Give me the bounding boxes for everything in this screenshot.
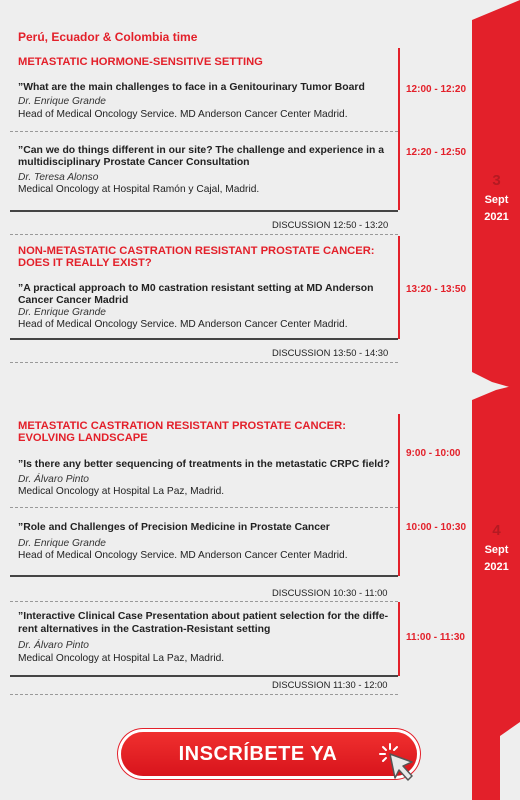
discussion-slot: DISCUSSION 11:30 - 12:00 xyxy=(272,679,388,690)
talk-title-line2: rent alternatives in the Castration-Resistant setting xyxy=(18,624,271,635)
talk-affiliation: Medical Oncology at Hospital La Paz, Madrid. xyxy=(18,486,225,497)
separator xyxy=(10,601,398,602)
day2-ribbon xyxy=(472,384,520,800)
day1-date-year: 2021 xyxy=(484,211,509,223)
separator xyxy=(10,362,398,363)
time-divider xyxy=(398,236,400,339)
talk-time: 12:00 - 12:20 xyxy=(406,84,467,95)
talk-title-line2: multidisciplinary Prostate Cancer Consultation xyxy=(18,157,250,168)
section-title-mcrpc-line2: EVOLVING LANDSCAPE xyxy=(18,432,148,444)
talk-title: ”What are the main challenges to face in a Genitourinary Tumor Board xyxy=(18,82,365,93)
talk-affiliation: Head of Medical Oncology Service. MD Anderson Cancer Center Madrid. xyxy=(18,109,348,120)
time-divider xyxy=(398,602,400,676)
register-button-label: INSCRÍBETE YA xyxy=(178,743,338,765)
talk-time: 9:00 - 10:00 xyxy=(406,448,461,459)
day1-date-number: 3 xyxy=(492,172,501,189)
separator xyxy=(10,131,398,132)
discussion-slot: DISCUSSION 12:50 - 13:20 xyxy=(272,219,389,230)
talk-time: 13:20 - 13:50 xyxy=(406,284,467,295)
day2-date-month: Sept xyxy=(484,544,509,556)
talk-title: ”Role and Challenges of Precision Medicine in Prostate Cancer xyxy=(18,522,330,533)
time-divider xyxy=(398,414,400,576)
section-end-line xyxy=(10,210,398,212)
day2-date-year: 2021 xyxy=(484,561,509,573)
talk-affiliation: Medical Oncology at Hospital La Paz, Madrid. xyxy=(18,653,225,664)
section-title-mcrpc: METASTATIC CASTRATION RESISTANT PROSTATE CANCER: xyxy=(18,420,346,432)
day1-date-month: Sept xyxy=(484,194,509,206)
section-end-line xyxy=(10,575,398,577)
talk-affiliation: Head of Medical Oncology Service. MD Anderson Cancer Center Madrid. xyxy=(18,319,348,330)
time-divider xyxy=(398,48,400,210)
talk-title: ”Is there any better sequencing of treatments in the metastatic CRPC field? xyxy=(18,459,390,470)
talk-time: 11:00 - 11:30 xyxy=(406,632,465,643)
talk-speaker: Dr. Enrique Grande xyxy=(18,538,106,549)
talk-title-line2: Cancer Cancer Madrid xyxy=(18,295,129,306)
talk-title: ”A practical approach to M0 castration resistant setting at MD Anderson xyxy=(18,283,374,294)
separator xyxy=(10,694,398,695)
section-end-line xyxy=(10,675,398,677)
section-title-nmcrpc: NON-METASTATIC CASTRATION RESISTANT PROSTATE CANCER: xyxy=(18,245,375,257)
talk-speaker: Dr. Teresa Alonso xyxy=(18,172,99,183)
talk-speaker: Dr. Enrique Grande xyxy=(18,307,106,318)
register-button[interactable] xyxy=(121,732,417,776)
discussion-slot: DISCUSSION 10:30 - 11:00 xyxy=(272,587,388,598)
section-end-line xyxy=(10,338,398,340)
talk-title: ”Interactive Clinical Case Presentation about patient selection for the diffe- xyxy=(18,611,389,622)
cursor-click-icon xyxy=(376,740,426,790)
talk-title: ”Can we do things different in our site? The challenge and experience in a xyxy=(18,145,385,156)
section-title-nmcrpc-line2: DOES IT REALLY EXIST? xyxy=(18,257,152,269)
talk-affiliation: Medical Oncology at Hospital Ramón y Cajal, Madrid. xyxy=(18,184,260,195)
talk-affiliation: Head of Medical Oncology Service. MD Anderson Cancer Center Madrid. xyxy=(18,550,348,561)
separator xyxy=(10,234,398,235)
day2-date-number: 4 xyxy=(492,522,501,539)
discussion-slot: DISCUSSION 13:50 - 14:30 xyxy=(272,347,389,358)
talk-speaker: Dr. Álvaro Pinto xyxy=(18,640,89,651)
timezone-title: Perú, Ecuador & Colombia time xyxy=(18,30,198,44)
talk-time: 10:00 - 10:30 xyxy=(406,522,467,533)
section-title-mhs: METASTATIC HORMONE-SENSITIVE SETTING xyxy=(18,56,263,68)
talk-speaker: Dr. Enrique Grande xyxy=(18,96,106,107)
separator xyxy=(10,507,398,508)
talk-time: 12:20 - 12:50 xyxy=(406,147,467,158)
talk-speaker: Dr. Álvaro Pinto xyxy=(18,474,89,485)
